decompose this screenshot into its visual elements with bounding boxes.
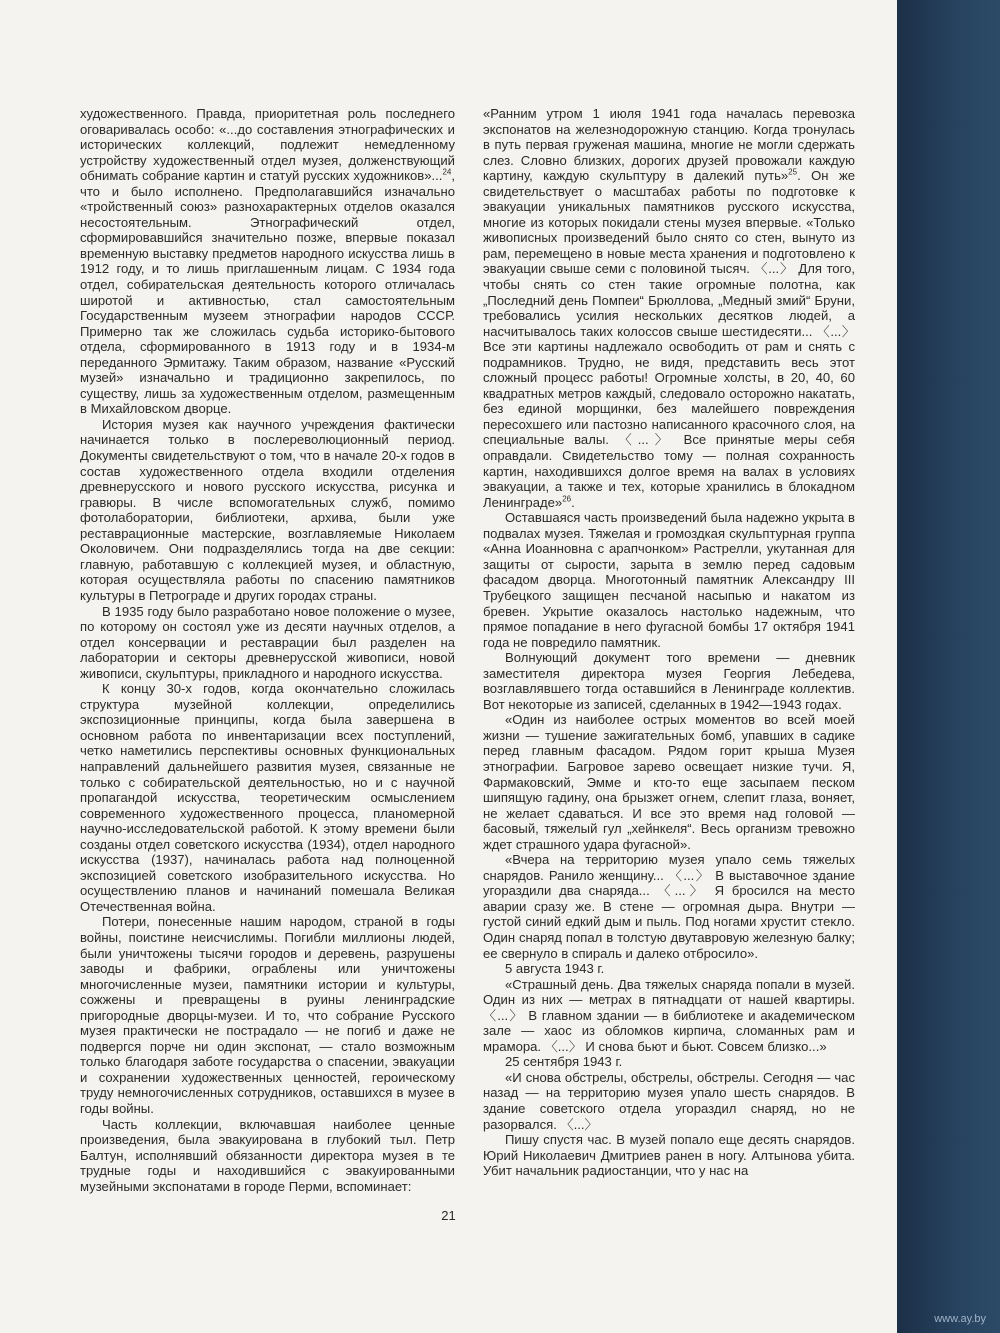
footnote-ref: 24 (442, 167, 452, 177)
paragraph: К концу 30-х годов, когда окончательно сложилась структура музейной коллекции, определились экспозиционные принципы, когда была завершена в основном работа по инвентаризации всех поступлений, четко наметились перспективы основных функциональных направлений дальнейшего развития музея, связанные не только с собирательской деятельностью, но и с научной пропагандой искусства, теоретическим осмыслением современного художественного процесса, планомерной научно-исследовательской работой. К этому времени были созданы отдел советского искусства (1934), отдел народного искусства (1937), начиналась работа над полноценной экспозицией советского изобразительного искусства. Но осуществлению планов и начинаний помешала Великая Отечественная война. (80, 681, 455, 914)
paragraph: Пишу спустя час. В музей попало еще десять снарядов. Юрий Николаевич Дмитриев ранен в ногу. Алтынова убита. Убит начальник радиостанции, что у нас на (483, 1132, 855, 1179)
paragraph: Волнующий документ того времени — дневник заместителя директора музея Георгия Лебедева, возглавлявшего тогда оставшийся в Ленинграде коллектив. Вот некоторые из записей, сделанных в 1942—1943 годах. (483, 650, 855, 712)
diary-date: 25 сентября 1943 г. (505, 1054, 623, 1070)
diary-date: 5 августа 1943 г. (505, 961, 605, 977)
diary-quote: «И снова обстрелы, обстрелы, обстрелы. Сегодня — час назад — на территорию музея упало шесть снарядов. В здание советского отдела угораздил снаряд, но не разорвался. 〈...〉 (483, 1069, 855, 1132)
diary-quote: «Один из наиболее острых моментов во всей моей жизни — тушение зажигательных бомб, упавших в садике перед главным фасадом. Рядом горит крыша Музея этнографии. Багровое зарево освещает низкие тучи. Я, Фармаковский, Эмме и кто-то еще засыпаем песком шипящую гадину, она брызжет огнем, слепит глаза, воняет, не желает сдаваться. И все это время над головой — басовый, тяжелый гул „хейнкеля“. Весь организм тревожно ждет страшного удара фугасной». (483, 712, 855, 852)
paragraph: художественного. Правда, приоритетная роль последнего оговаривалась особо: «...до составления этнографических и исторических коллекций, подлежит немедленному устройству художественный отдел музея, долженствующий обнимать собрание картин и статуй русских художников»...$^{24}$, что и было исполнено. Предполагавшийся изначально «тройственный союз» разнохарактерных отделов оказался несостоятельным. Этнографический отдел, сформировавшийся значительно позже, впервые показал временную выставку предметов народного искусства лишь в 1912 году, и то лишь приглашенным лицам. С 1934 года отдел, собирательская деятельность которого отличалась широтой и активностью, стал самостоятельным Государственным музеем этнографии народов СССР. Примерно так же сложилась судьба историко-бытового отдела, сформированного в 1913 году и в 1934-м переданного Эрмитажу. Таким образом, название «Русский музей» изначально и традиционно закрепилось, по существу, лишь за художественным отделом, размещенным в Михайловском дворце. (80, 106, 455, 417)
page-number: 21 (441, 1208, 456, 1223)
paragraph: В 1935 году было разработано новое положение о музее, по которому он состоял уже из десяти научных отделов, а отдел консервации и реставрации был разделен на лаборатории и секторы древнерусской живописи, новой живописи, скульптуры, прикладного и народного искусства. (80, 603, 455, 681)
background-edge (897, 0, 1000, 1333)
footnote-ref: 25 (788, 167, 798, 177)
paragraph: Потери, понесенные нашим народом, страной в годы войны, поистине неисчислимы. Погибли миллионы людей, были уничтожены тысячи городов и деревень, разрушены заводы и фабрики, ограблены или уничтожены многочисленные музеи, памятники истории и культуры, сожжены и превращены в руины ленинградские пригородные дворцы-музеи. И то, что собрание Русского музея практически не пострадало — не погиб и даже не подвергся порче ни один экспонат, — стало возможным только благодаря заботе государства о спасении, эвакуации и сохранении художественных ценностей, героическому труду немногочисленных сотрудников, оставшихся в музее в годы войны. (80, 914, 455, 1116)
diary-quote: «Вчера на территорию музея упало семь тяжелых снарядов. Ранило женщину... 〈...〉 В выставочное здание угораздили два снаряда... 〈...〉 Я бросился на место аварии сразу же. В стене — огромная дыра. Внутри — густой синий едкий дым и пыль. Под ногами хрустит стекло. Один снаряд попал в толстую двутавровую железную балку; ее свернуло в спираль и далеко отбросило». (483, 852, 855, 961)
paragraph: «Ранним утром 1 июля 1941 года началась перевозка экспонатов на железнодорожную станцию. Когда тронулась в путь первая груженая машина, многие не могли сдержать слез. Словно близких, дорогих друзей провожали каждую картину, каждую скульптуру в далекий путь»$^{25}$. Он же свидетельствует о масштабах работы по подготовке к эвакуации уникальных памятников русского искусства, многие из которых покидали стены музея впервые. «Только живописных произведений было снято со стен, вынуто из рам, перемещено в новые места хранения и подготовлено к эвакуации свыше семи с половиной тысяч. 〈...〉 Для того, чтобы снять со стен такие огромные полотна, как „Последний день Помпеи“ Брюллова, „Медный змий“ Бруни, требовались усилия нескольких десятков людей, а насчитывалось таких колоссов свыше шестидесяти... 〈...〉 Все эти картины надлежало освободить от рам и снять с подрамников. Трудно, не видя, представить весь этот сложный процесс работы! Огромные холсты, в 20, 40, 60 квадратных метров каждый, следовало осторожно накатать, без единой морщинки, без малейшего повреждения пересохшего или пастозно написанного красочного слоя, на специальные валы. 〈...〉 Все принятые меры себя оправдали. Свидетельство тому — полная сохранность картин, находившихся долгое время на валах в условиях эвакуации, а также и тех, которые хранились в блокадном Ленинграде»$^{26}$. (483, 106, 855, 510)
right-column (483, 106, 855, 1179)
paragraph: Часть коллекции, включавшая наиболее ценные произведения, была эвакуирована в глубокий тыл. Петр Балтун, исполнявший обязанности директора музея в те трудные годы и находившийся с эвакуированными музейными экспонатами в городе Перми, вспоминает: (80, 1116, 455, 1194)
paragraph: Оставшаяся часть произведений была надежно укрыта в подвалах музея. Тяжелая и громоздкая скульптурная группа «Анна Иоанновна с арапчонком» Растрелли, укутанная для защиты от сырости, зарыта в землю перед садовым фасадом дворца. Многотонный памятник Александру III Трубецкого защищен песчаной насыпью и накатом из бревен. Укрытие оказалось настолько надежным, что прямое попадание в него фугасной бомбы 17 октября 1941 года не повредило памятник. (483, 510, 855, 650)
diary-quote: «Страшный день. Два тяжелых снаряда попали в музей. Один из них — метрах в пятнадцати от нашей квартиры. 〈...〉 В главном здании — в библиотеке и академическом зале — хаос из обломков кирпича, сломанных рам и мрамора. 〈...〉 И снова бьют и бьют. Совсем близко...» (483, 976, 855, 1054)
left-column (80, 106, 455, 1194)
watermark: www.ay.by (934, 1313, 986, 1325)
footnote-ref: 26 (562, 494, 572, 504)
paragraph: История музея как научного учреждения фактически начинается только в послереволюционный период. Документы свидетельствуют о том, что в начале 20-х годов в состав художественного отдела входили отделения древнерусского и нового русского искусства, рисунка и гравюры. В числе вспомогательных служб, помимо фотолаборатории, библиотеки, архива, были уже реставрационные мастерские, возглавляемые Николаем Околовичем. Они подразделялись тогда на две секции: главную, работавшую с коллекцией музея, и областную, которая осуществляла работы по спасению памятников культуры в Петрограде и других городах страны. (80, 416, 455, 603)
